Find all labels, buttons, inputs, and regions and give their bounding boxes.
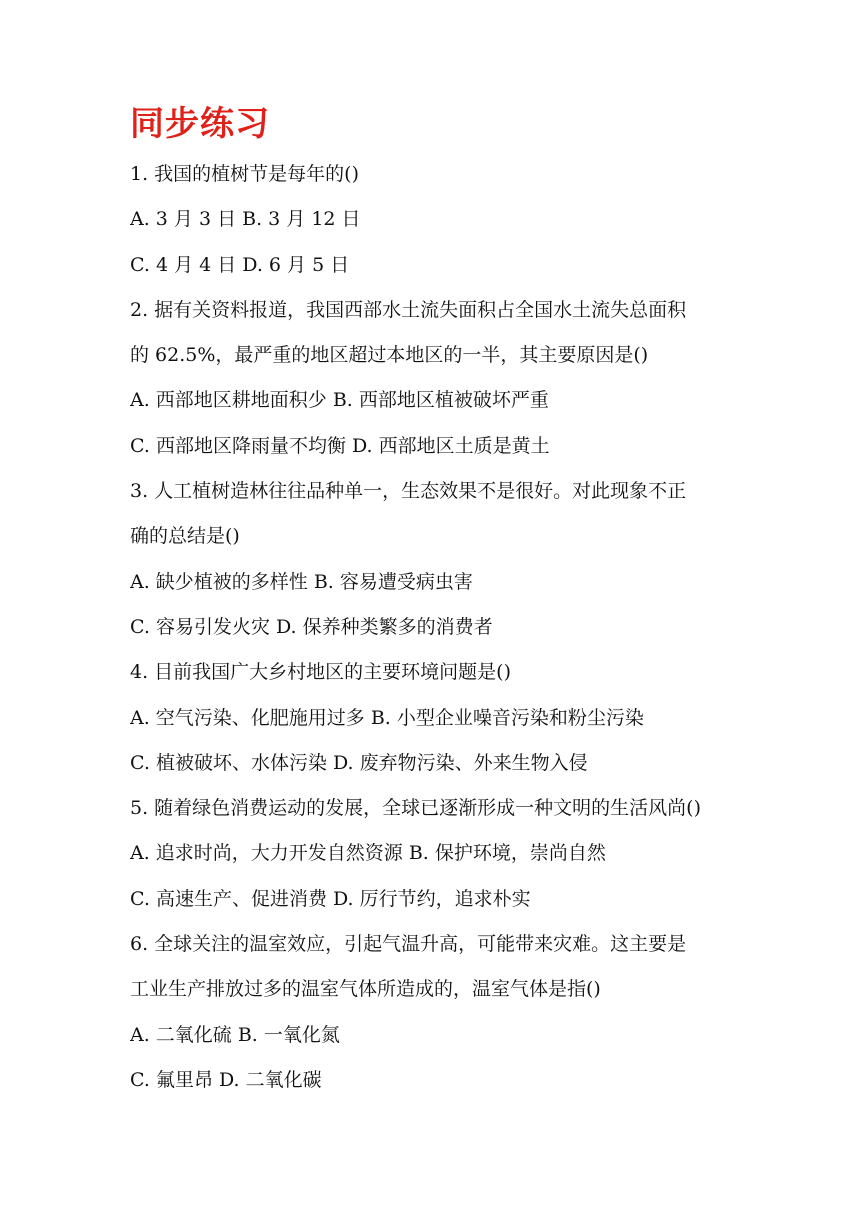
question-2-options-cd: C. 西部地区降雨量不均衡 D. 西部地区土质是黄土	[130, 434, 550, 457]
question-5-options-cd: C. 高速生产、促进消费 D. 厉行节约，追求朴实	[130, 887, 531, 910]
question-6-options-cd: C. 氟里昂 D. 二氧化碳	[130, 1068, 322, 1091]
question-2: 2. 据有关资料报道，我国西部水土流失面积占全国水土流失总面积	[130, 298, 687, 321]
question-6-options-ab: A. 二氧化硫 B. 一氧化氮	[130, 1023, 340, 1046]
question-5: 5. 随着绿色消费运动的发展，全球已逐渐形成一种文明的生活风尚()	[130, 797, 701, 820]
question-4-options-ab: A. 空气污染、化肥施用过多 B. 小型企业噪音污染和粉尘污染	[130, 706, 644, 729]
question-1-options-ab: A. 3 月 3 日 B. 3 月 12 日	[130, 208, 361, 231]
page-title: 同步练习	[130, 104, 270, 144]
document-body	[130, 152, 740, 1103]
question-1: 1. 我国的植树节是每年的()	[130, 163, 359, 185]
question-2-options-ab: A. 西部地区耕地面积少 B. 西部地区植被破坏严重	[130, 389, 549, 412]
question-3: 3. 人工植树造林往往品种单一，生态效果不是很好。对此现象不正	[130, 480, 687, 503]
question-2-continued: 的 62.5%，最严重的地区超过本地区的一半，其主要原因是()	[130, 344, 649, 367]
question-4: 4. 目前我国广大乡村地区的主要环境问题是()	[130, 661, 511, 684]
question-4-options-cd: C. 植被破坏、水体污染 D. 废弃物污染、外来生物入侵	[130, 751, 588, 774]
question-5-options-ab: A. 追求时尚，大力开发自然资源 B. 保护环境，崇尚自然	[130, 842, 606, 865]
question-6-continued: 工业生产排放过多的温室气体所造成的，温室气体是指()	[130, 978, 601, 1001]
question-6: 6. 全球关注的温室效应，引起气温升高，可能带来灾难。这主要是	[130, 933, 687, 956]
question-3-options-ab: A. 缺少植被的多样性 B. 容易遭受病虫害	[130, 570, 473, 593]
question-3-options-cd: C. 容易引发火灾 D. 保养种类繁多的消费者	[130, 615, 493, 638]
question-3-continued: 确的总结是()	[130, 525, 240, 548]
question-1-options-cd: C. 4 月 4 日 D. 6 月 5 日	[130, 253, 350, 276]
